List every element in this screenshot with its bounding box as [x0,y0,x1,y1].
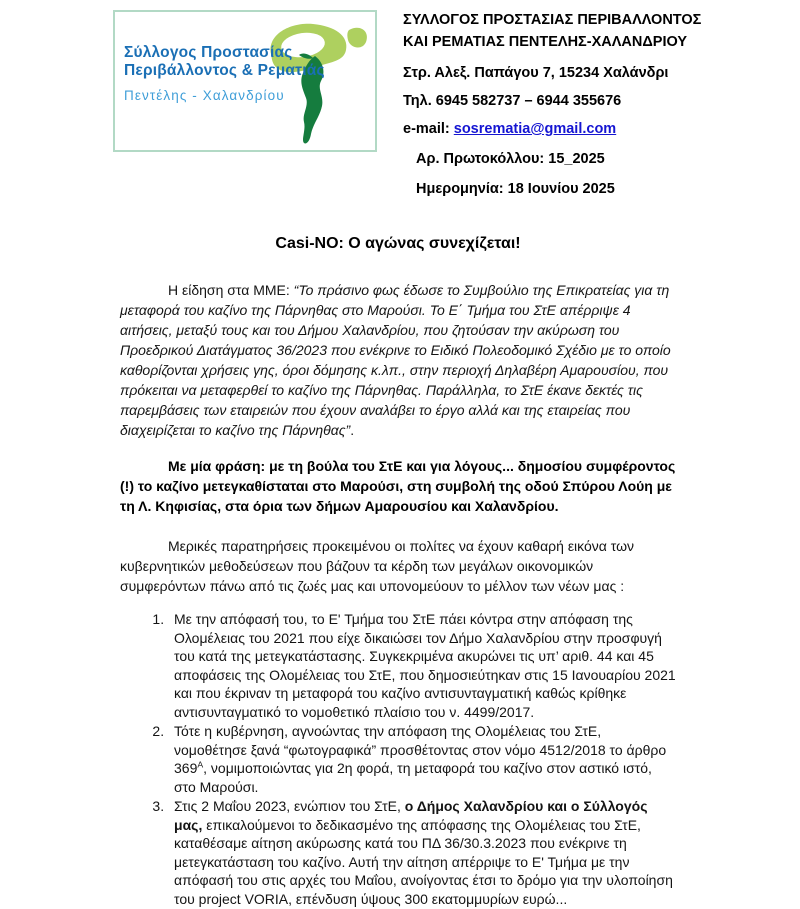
org-name-line1: ΣΥΛΛΟΓΟΣ ΠΡΟΣΤΑΣΙΑΣ ΠΕΡΙΒΑΛΛΟΝΤΟΣ [403,12,702,28]
list-item-2: 2. Τότε η κυβέρνηση, αγνοώντας την απόφαση της Ολομέλειας του ΣτΕ, νομοθέτησε ξανά “φωτογραφικά” προσθέτοντας στον νόμο 4512/2018 το άρθρο $369^A$, νομιμοποιώντας για 2η φορά, τη μεταφορά του καζίνο στον αστικό ιστό, στο Μαρούσι. [168,722,676,796]
paragraph-news-quote: Η είδηση στα ΜΜΕ: “Το πράσινο φως έδωσε το Συμβούλιο της Επικρατείας για τη μεταφορά του καζίνο της Πάρνηθας στο Μαρούσι. Το Ε΄ Τμήμα του ΣτΕ απέρριψε 4 αιτήσεις, μεταξύ τους και του Δήμου Χαλανδρίου, που ζητούσαν την ακύρωση του Προεδρικού Διατάγματος 36/2023 που ενέκρινε το Ειδικό Πολεοδομικό Σχέδιο με το οποίο καθορίζονται χρήσεις γης, όροι δόμησης κ.λπ., στην περιοχή Δηλαβέρη Αμαρουσίου, που πρόκειται να μεταφερθεί το καζίνο της Πάρνηθας. Παράλληλα, το ΣτΕ έκανε δεκτές τις παρεμβάσεις των εταιρειών που έχουν αναλάβει το έργο αλλά και της εταιρείας που διαχειρίζεται το καζίνο της Πάρνηθας”. [120,282,671,438]
paragraph-summary: Με μία φράση: με τη βούλα του ΣτΕ και για λόγους... δημοσίου συμφέροντος (!) το καζίνο μετεγκαθίσταται στο Μαρούσι, στη συμβολή της οδού Σπύρου Λούη με τη Λ. Κηφισίας, στα όρια των δήμων Αμαρουσίου και Χαλανδρίου. [120,458,676,514]
email-link[interactable]: sosrematia@gmail.com [453,121,617,137]
protocol-number-line: Αρ. Πρωτοκόλλου: 15_2025 [416,151,605,167]
email-label: e-mail: [403,121,454,137]
logo-title-line1: Σύλλογος Προστασίας [124,44,293,61]
phone-line: Τηλ. 6945 582737 – 6944 355676 [403,93,622,109]
paragraph-observations-intro: Μερικές παρατηρήσεις προκειμένου οι πολίτες να έχουν καθαρή εικόνα των κυβερνητικών μεθοδεύσεων που βάζουν τα κέρδη των μεγάλων οικονομικών συμφερόντων πάνω από τις ζωές μας και υπονομεύουν το μέλλον των νέων μας : [120,538,635,594]
email-line [403,121,616,137]
logo-subtitle: Πεντέλης - Χαλανδρίου [124,87,285,103]
letter-body [120,234,676,909]
logo-title-line2: Περιβάλλοντος & Ρεματιάς [124,62,325,80]
observations-numbered-list [120,610,676,908]
association-logo-box [113,10,377,152]
date-line: Ημερομηνία: 18 Ιουνίου 2025 [416,181,615,197]
org-name-line2: ΚΑΙ ΡΕΜΑΤΙΑΣ ΠΕΝΤΕΛΗΣ-ΧΑΛΑΝΔΡΙΟΥ [403,34,688,50]
list-item-3: 3. Στις 2 Μαΐου 2023, ενώπιον του ΣτΕ, ο Δήμος Χαλανδρίου και ο Σύλλογός μας, επικαλούμενοι το δεδικασμένο της απόφασης της Ολομέλειας του ΣτΕ, καταθέσαμε αίτηση ακύρωσης κατά του ΠΔ 36/30.3.2023 που ενέκρινε τη μετεγκατάσταση του καζίνο. Αυτή την αίτηση απέρριψε το Ε' Τμήμα με την απόφασή του στις αρχές του Μαΐου, ανοίγοντας έτσι το δρόμο για την υλοποίηση του project VORIA, επένδυση ύψους 300 εκατομμυρίων ευρώ... [168,797,676,908]
address-line: Στρ. Αλεξ. Παπάγου 7, 15234 Χαλάνδρι [403,65,669,81]
document-title: Casi-NO: Ο αγώνας συνεχίζεται! [275,235,521,252]
association-logo-text [124,44,325,103]
list-item-1: 1. Με την απόφασή του, το Ε' Τμήμα του ΣτΕ πάει κόντρα στην απόφαση της Ολομέλειας του 2021 που είχε δικαιώσει τον Δήμο Χαλανδρίου στην προσφυγή του κατά της μετεγκατάστασης. Συγκεκριμένα ακυρώνει τις υπ’ αριθ. 44 και 45 αποφάσεις της Ολομέλειας του ΣτΕ, που δημοσιεύτηκαν στις 15 Ιανουαρίου 2021 και που έκριναν τη μεταφορά του καζίνο αντισυνταγματική καθώς κρίθηκε αντισυνταγματικό το νομοθετικό πλαίσιο του ν. 4499/2017. [168,610,676,721]
